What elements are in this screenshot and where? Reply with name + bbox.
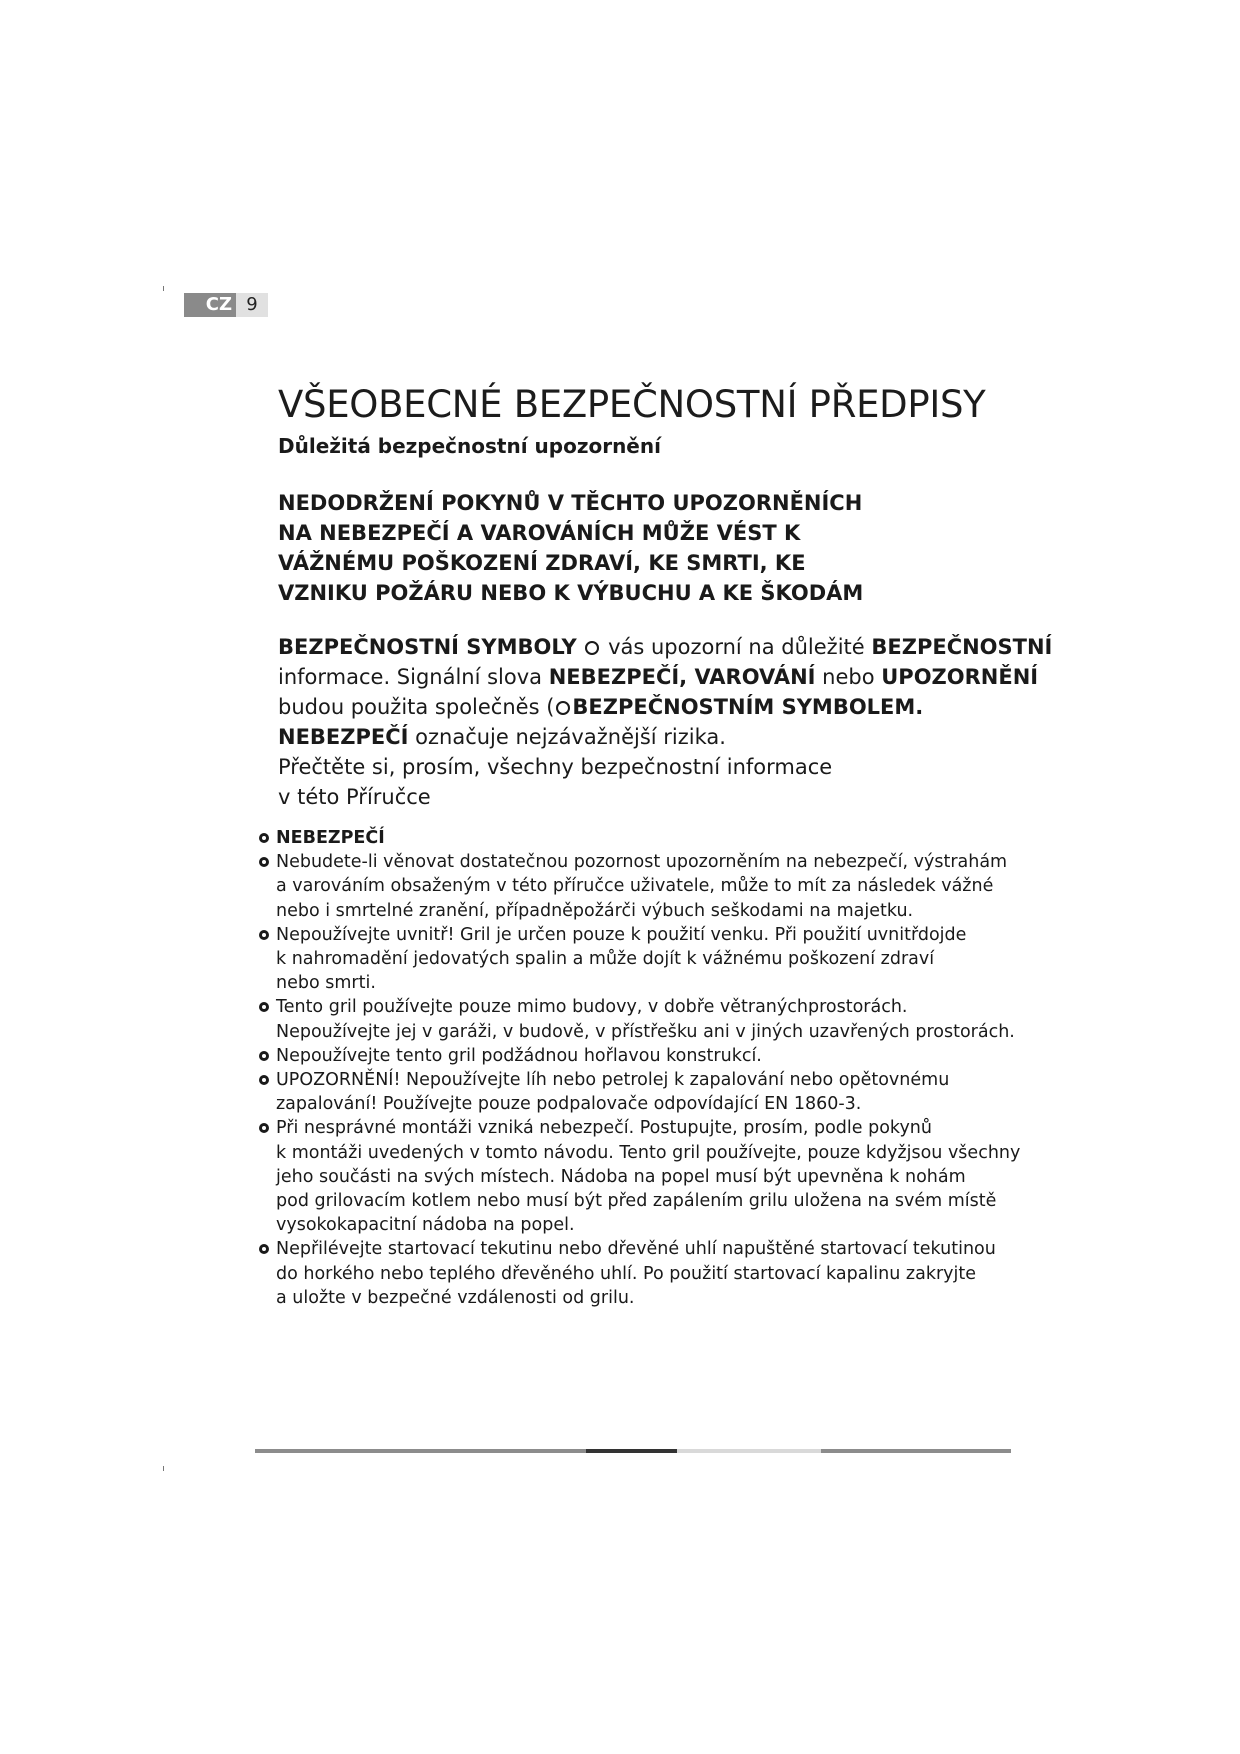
safety-burst-icon (258, 1243, 270, 1255)
footer-bar-dark (586, 1449, 677, 1453)
intro-line (278, 632, 1053, 662)
intro-line: v této Příručce (278, 785, 431, 809)
warning-line: VÁŽNÉMU POŠKOZENÍ ZDRAVÍ, KE SMRTI, KE (278, 551, 806, 575)
footer-bar-left (255, 1449, 586, 1453)
danger-bullet-item (258, 1116, 1021, 1237)
intro-text: informace. Signální slova (278, 665, 549, 689)
intro-text: budou použita společněs ( (278, 695, 555, 719)
intro-line (278, 722, 998, 752)
intro-bold: NEBEZPEČÍ (278, 725, 409, 749)
crop-mark-top (163, 286, 164, 291)
danger-bullet-item (258, 1044, 998, 1068)
intro-line (278, 662, 1039, 692)
bullet-line: vysokokapacitní nádoba na popel. (276, 1215, 575, 1236)
bullet-line: Nepoužívejte tento gril podžádnou hořlavou konstrukcí. (276, 1045, 762, 1066)
page-tab (184, 293, 268, 317)
danger-bullet-item (258, 923, 998, 996)
bullet-line: Nepoužívejte uvnitř! Gril je určen pouze k použití venku. Při použití uvnitřdojde (276, 924, 967, 945)
bullet-line: pod grilovacím kotlem nebo musí být před zapálením grilu uložena na svém místě (276, 1191, 997, 1212)
danger-bullet-item (258, 1237, 998, 1310)
bullet-line: Nepřilévejte startovací tekutinu nebo dřevěné uhlí napuštěné startovací tekutinou (276, 1239, 996, 1260)
language-code: CZ (184, 293, 236, 317)
footer-bar-right (821, 1449, 1011, 1453)
main-content (278, 382, 1053, 812)
safety-burst-icon (258, 929, 270, 941)
warning-line: NEDODRŽENÍ POKYNŮ V TĚCHTO UPOZORNĚNÍCH (278, 491, 863, 515)
safety-burst-icon (258, 1001, 270, 1013)
intro-line: Přečtěte si, prosím, všechny bezpečnostní informace (278, 755, 833, 779)
safety-burst-icon (258, 1074, 270, 1086)
bullet-line: do horkého nebo teplého dřevěného uhlí. Po použití startovací kapalinu zakryjte (276, 1263, 976, 1284)
intro-bold: BEZPEČNOSTNÍ SYMBOLY (278, 635, 577, 659)
intro-bold: BEZPEČNOSTNÍM SYMBOLEM. (572, 695, 924, 719)
bullet-line: UPOZORNĚNÍ! Nepoužívejte líh nebo petrolej k zapalování nebo opětovnému (276, 1070, 950, 1091)
danger-heading: NEBEZPEČÍ (276, 828, 385, 848)
crop-mark-bottom (163, 1466, 164, 1471)
page-number: 9 (236, 293, 268, 317)
safety-burst-icon (258, 856, 270, 868)
bullet-line: jeho součásti na svých místech. Nádoba na popel musí být upevněna k nohám (276, 1166, 966, 1187)
intro-line (278, 692, 998, 722)
intro-text: vás upozorní na důležité (601, 635, 872, 659)
bullet-line: k nahromadění jedovatých spalin a může dojít k vážnému poškození zdraví (276, 949, 935, 970)
intro-bold: NEBEZPEČÍ, VAROVÁNÍ (548, 665, 816, 689)
bullet-line: Nebudete-li věnovat dostatečnou pozornost upozorněním na nebezpečí, výstrahám (276, 852, 1008, 873)
safety-burst-icon (258, 832, 270, 844)
page-subtitle: Důležitá bezpečnostní upozornění (278, 434, 661, 458)
bullet-line: Nepoužívejte jej v garáži, v budově, v přístřešku ani v jiných uzavřených prostorách. (276, 1021, 1015, 1042)
bullet-line: Při nesprávné montáži vzniká nebezpečí. Postupujte, prosím, podle pokynů (276, 1118, 932, 1139)
danger-bullet-item (258, 995, 1015, 1043)
page-title: VŠEOBECNÉ BEZPEČNOSTNÍ PŘEDPISY (278, 383, 986, 426)
warning-line: NA NEBEZPEČÍ A VAROVÁNÍCH MŮŽE VÉST K (278, 521, 801, 545)
intro-paragraph (278, 632, 1053, 812)
danger-list (258, 826, 1021, 1310)
bullet-line: nebo i smrtelné zranění, případněpožárči výbuch seškodami na majetku. (276, 900, 914, 921)
bullet-line: k montáži uvedených v tomto návodu. Tento gril používejte, pouze kdyžjsou všechny (276, 1142, 1021, 1163)
safety-burst-icon (258, 1050, 270, 1062)
danger-bullet-item (258, 850, 1008, 923)
bullet-line: a uložte v bezpečné vzdálenosti od grilu. (276, 1287, 635, 1308)
warning-line: VZNIKU POŽÁRU NEBO K VÝBUCHU A KE ŠKODÁM (278, 581, 864, 605)
danger-bullet-item (258, 1068, 998, 1116)
bullet-list (258, 850, 1021, 1310)
warning-block (278, 488, 998, 608)
safety-symbol-icon (556, 701, 570, 715)
intro-text: označuje nejzávažnější rizika. (408, 725, 726, 749)
footer-bar-light (677, 1449, 821, 1453)
safety-burst-icon (258, 1122, 270, 1134)
intro-bold: BEZPEČNOSTNÍ (871, 635, 1053, 659)
safety-symbol-icon (585, 641, 599, 655)
bullet-line: a varováním obsaženým v této příručce uživatele, může to mít za následek vážné (276, 876, 994, 897)
bullet-line: zapalování! Používejte pouze podpalovače odpovídající EN 1860-3. (276, 1094, 862, 1115)
bullet-line: Tento gril používejte pouze mimo budovy, v dobře větranýchprostorách. (276, 997, 908, 1018)
intro-text: nebo (815, 665, 882, 689)
danger-heading-item (258, 826, 998, 850)
bullet-line: nebo smrti. (276, 973, 376, 994)
intro-bold: UPOZORNĚNÍ (881, 665, 1039, 689)
